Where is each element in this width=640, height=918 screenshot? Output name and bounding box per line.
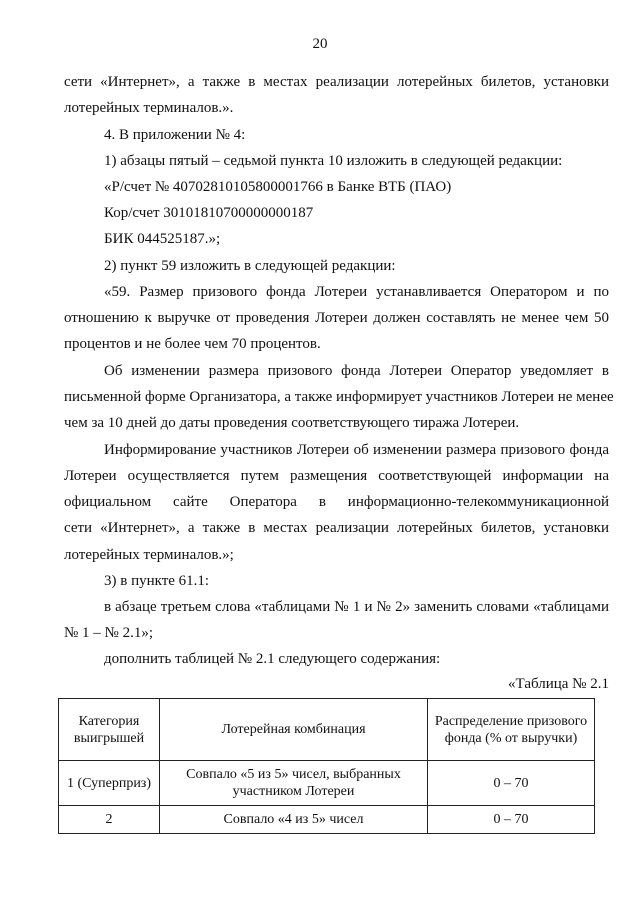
text-line: процентов и не более чем 70 процентов. [64, 336, 321, 352]
header-distribution: Распределение призового фонда (% от выручки) [428, 699, 595, 761]
text-line: отношению к выручке от проведения Лотереи должен составлять не менее чем 50 [64, 310, 609, 326]
text-line: лотерейных терминалов.». [64, 100, 234, 116]
text-line: Лотереи осуществляется путем размещения соответствующей информации на [64, 468, 609, 484]
page-number: 20 [312, 36, 328, 52]
header-category: Категория выигрышей [59, 699, 160, 761]
text-line: сети «Интернет», а также в местах реализации лотерейных билетов, установки [64, 74, 609, 90]
text-line: 4. В приложении № 4: [104, 127, 246, 143]
header-combination: Лотерейная комбинация [160, 699, 428, 761]
text-line: письменной форме Организатора, а также информирует участников Лотереи не менее [64, 389, 614, 405]
prize-table [58, 698, 595, 834]
text-line: в абзаце третьем слова «таблицами № 1 и № 2» заменить словами «таблицами [104, 599, 609, 615]
text-line: № 1 – № 2.1»; [64, 625, 154, 641]
cell-combination: Совпало «5 из 5» чисел, выбранных участником Лотереи [160, 761, 428, 806]
text-line: Информирование участников Лотереи об изменении размера призового фонда [104, 442, 609, 458]
cell-distribution: 0 – 70 [428, 761, 595, 806]
text-line: чем за 10 дней до даты проведения соответствующего тиража Лотереи. [64, 415, 520, 431]
text-line: «59. Размер призового фонда Лотереи устанавливается Оператором и по [104, 284, 609, 300]
table-caption: «Таблица № 2.1 [508, 676, 609, 692]
text-line: БИК 044525187.»; [104, 231, 221, 247]
text-line: 2) пункт 59 изложить в следующей редакции: [104, 258, 396, 274]
text-line: «Р/счет № 40702810105800001766 в Банке ВТБ (ПАО) [104, 179, 452, 195]
text-line: Об изменении размера призового фонда Лотереи Оператор уведомляет в [104, 363, 609, 379]
cell-category: 2 [59, 806, 160, 834]
table-row [59, 761, 595, 806]
text-line: официальном сайте Оператора в информационно-телекоммуникационной [64, 494, 609, 510]
text-line: 1) абзацы пятый – седьмой пункта 10 изложить в следующей редакции: [104, 153, 563, 169]
text-line: сети «Интернет», а также в местах реализации лотерейных билетов, установки [64, 520, 609, 536]
text-line: Кор/счет 30101810700000000187 [104, 205, 314, 221]
text-line: лотерейных терминалов.»; [64, 547, 234, 563]
table-header-row [59, 699, 595, 761]
text-line: дополнить таблицей № 2.1 следующего содержания: [104, 651, 441, 667]
cell-distribution: 0 – 70 [428, 806, 595, 834]
cell-combination: Совпало «4 из 5» чисел [160, 806, 428, 834]
text-line: 3) в пункте 61.1: [104, 573, 210, 589]
cell-category: 1 (Суперприз) [59, 761, 160, 806]
table-row [59, 806, 595, 834]
